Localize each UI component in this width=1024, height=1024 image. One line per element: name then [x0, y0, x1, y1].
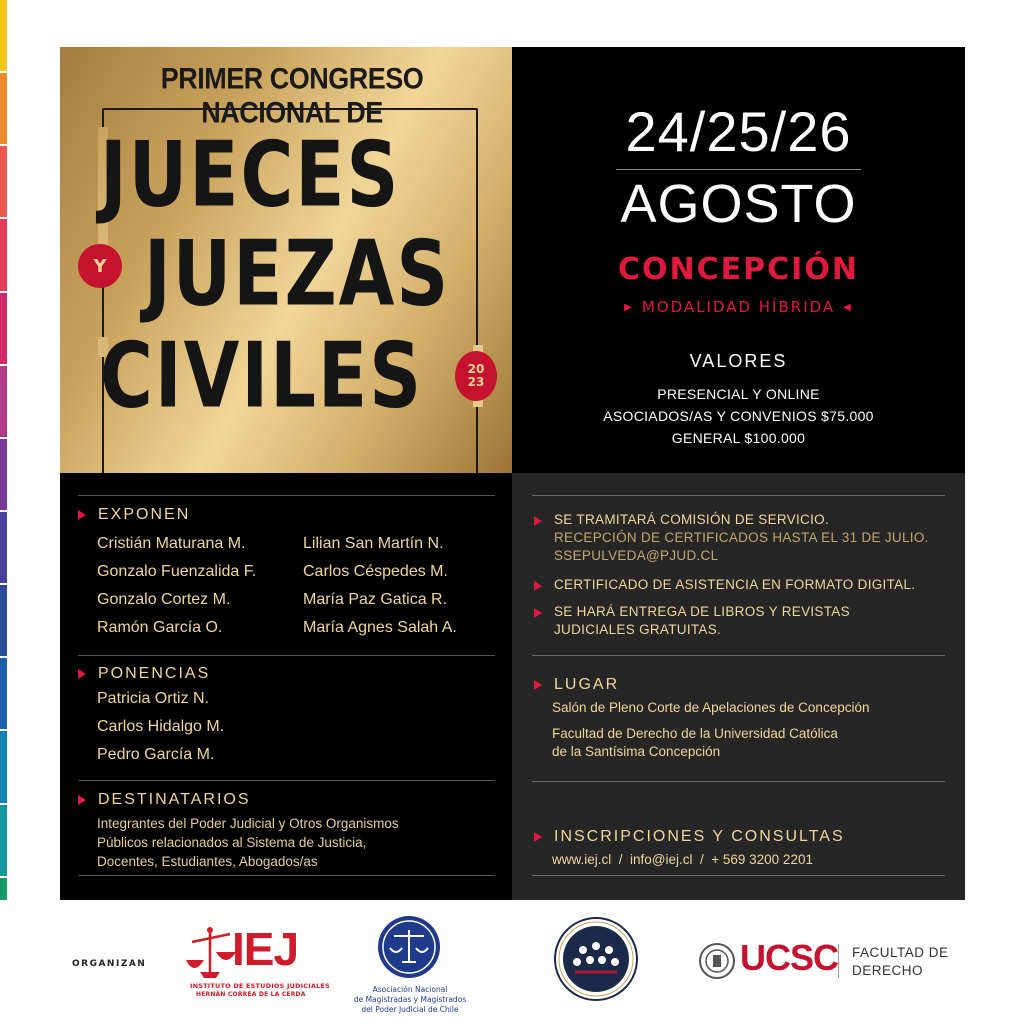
triangle-bullet-icon — [78, 669, 86, 679]
divider — [78, 495, 495, 496]
triangle-bullet-icon — [534, 608, 542, 618]
color-strip-segment — [0, 73, 7, 146]
title-word-civiles: CIVILES — [100, 322, 424, 428]
color-strip-segment — [0, 146, 7, 219]
values-title: VALORES — [689, 351, 788, 371]
value-line: ASOCIADOS/AS Y CONVENIOS $75.000 — [603, 408, 874, 424]
title-word-juezas: JUEZAS — [144, 220, 451, 326]
venue-place: Facultad de Derecho de la Universidad Católica de la Santísima Concepción — [552, 726, 838, 759]
divider — [78, 655, 495, 656]
talks-heading: PONENCIAS — [78, 665, 210, 683]
color-strip-segment — [0, 439, 7, 512]
year-badge: 20 23 — [455, 351, 497, 401]
y-badge: Y — [78, 244, 122, 288]
triangle-bullet-icon — [78, 510, 86, 520]
speaker-name: Cristián Maturana M. — [97, 535, 246, 552]
iej-subtitle: INSTITUTO DE ESTUDIOS JUDICIALES — [190, 982, 330, 990]
triangle-bullet-icon — [534, 516, 542, 526]
divider — [616, 169, 861, 170]
talk-name: Patricia Ortiz N. — [97, 690, 210, 707]
triangle-bullet-icon — [78, 795, 86, 805]
triangle-bullet-icon — [534, 581, 542, 591]
speaker-name: Lilian San Martín N. — [303, 535, 444, 552]
audience-text: Integrantes del Poder Judicial y Otros Organismos Públicos relacionados al Sistema de Justicia, Docentes, Estudiantes, Abogados/as — [97, 816, 399, 869]
iej-logo-text: IEJ — [232, 923, 299, 975]
speaker-name: Gonzalo Fuenzalida F. — [97, 563, 257, 580]
color-strip-segment — [0, 512, 7, 585]
contact-heading: INSCRIPCIONES Y CONSULTAS — [534, 828, 845, 846]
triangle-bullet-icon — [534, 680, 542, 690]
talk-name: Carlos Hidalgo M. — [97, 718, 225, 735]
color-strip-segment — [0, 366, 7, 439]
divider — [78, 780, 495, 781]
ucsc-seal-icon — [698, 942, 736, 980]
congress-tagline: PRIMER CONGRESO NACIONAL DE — [160, 61, 424, 129]
speaker-name: Carlos Céspedes M. — [303, 563, 448, 580]
divider — [78, 875, 495, 876]
color-strip-segment — [0, 293, 7, 366]
triangle-left-icon: ◀ — [843, 302, 853, 313]
speaker-name: María Paz Gatica R. — [303, 591, 448, 608]
event-city: CONCEPCIÓN — [618, 252, 859, 287]
contact-line[interactable]: www.iej.cl / info@iej.cl / + 569 3200 2201 — [552, 852, 813, 867]
divider — [532, 875, 945, 876]
ucsc-logo-text: UCSC — [740, 937, 839, 978]
color-strip-segment — [0, 585, 7, 658]
info-item: CERTIFICADO DE ASISTENCIA EN FORMATO DIGITAL. — [534, 576, 915, 594]
color-strip-segment — [0, 731, 7, 804]
color-strip-segment — [0, 219, 7, 292]
organizers-label: ORGANIZAN — [72, 959, 147, 969]
color-strip-segment — [0, 805, 7, 878]
talk-name: Pedro García M. — [97, 746, 215, 763]
anm-seal-icon — [376, 914, 442, 980]
divider — [532, 781, 945, 782]
info-item: SE HARÁ ENTREGA DE LIBROS Y REVISTAS JUDICIALES GRATUITAS. — [534, 603, 850, 639]
speaker-name: María Agnes Salah A. — [303, 619, 457, 636]
event-info-panel — [512, 47, 965, 473]
color-strip-segment — [0, 658, 7, 731]
venue-heading: LUGAR — [534, 676, 619, 694]
title-word-jueces: JUECES — [100, 121, 401, 227]
divider — [532, 495, 945, 496]
speaker-name: Ramón García O. — [97, 619, 223, 636]
details-panel — [512, 473, 965, 900]
color-strip-segment — [0, 0, 7, 73]
regional-association-seal-icon — [553, 916, 639, 1002]
speaker-name: Gonzalo Cortez M. — [97, 591, 231, 608]
faculty-label: FACULTAD DE DERECHO — [852, 945, 949, 978]
venue-place: Salón de Pleno Corte de Apelaciones de Concepción — [552, 700, 870, 715]
title-panel — [60, 47, 512, 473]
divider — [838, 944, 839, 978]
info-item: SE TRAMITARÁ COMISIÓN DE SERVICIO. RECEPCIÓN DE CERTIFICADOS HASTA EL 31 DE JULIO. SSEPULVEDA@PJUD.CL — [534, 511, 929, 565]
event-month: AGOSTO — [620, 174, 857, 234]
value-line: PRESENCIAL Y ONLINE — [657, 386, 820, 402]
value-line: GENERAL $100.000 — [671, 430, 806, 446]
speakers-heading: EXPONEN — [78, 506, 190, 524]
iej-subtitle-2: HERNÁN CORREA DE LA CERDA — [196, 991, 306, 998]
triangle-right-icon: ▶ — [624, 302, 634, 313]
event-mode: ▶ MODALIDAD HÍBRIDA ◀ — [624, 298, 853, 316]
divider — [532, 655, 945, 656]
speakers-panel — [60, 473, 512, 900]
audience-heading: DESTINATARIOS — [78, 791, 251, 809]
anm-logo-text: Asociación Nacional de Magistradas y Magistrados del Poder Judicial de Chile — [353, 985, 467, 1014]
color-strip — [0, 0, 7, 1024]
triangle-bullet-icon — [534, 832, 542, 842]
event-dates: 24/25/26 — [625, 100, 852, 163]
